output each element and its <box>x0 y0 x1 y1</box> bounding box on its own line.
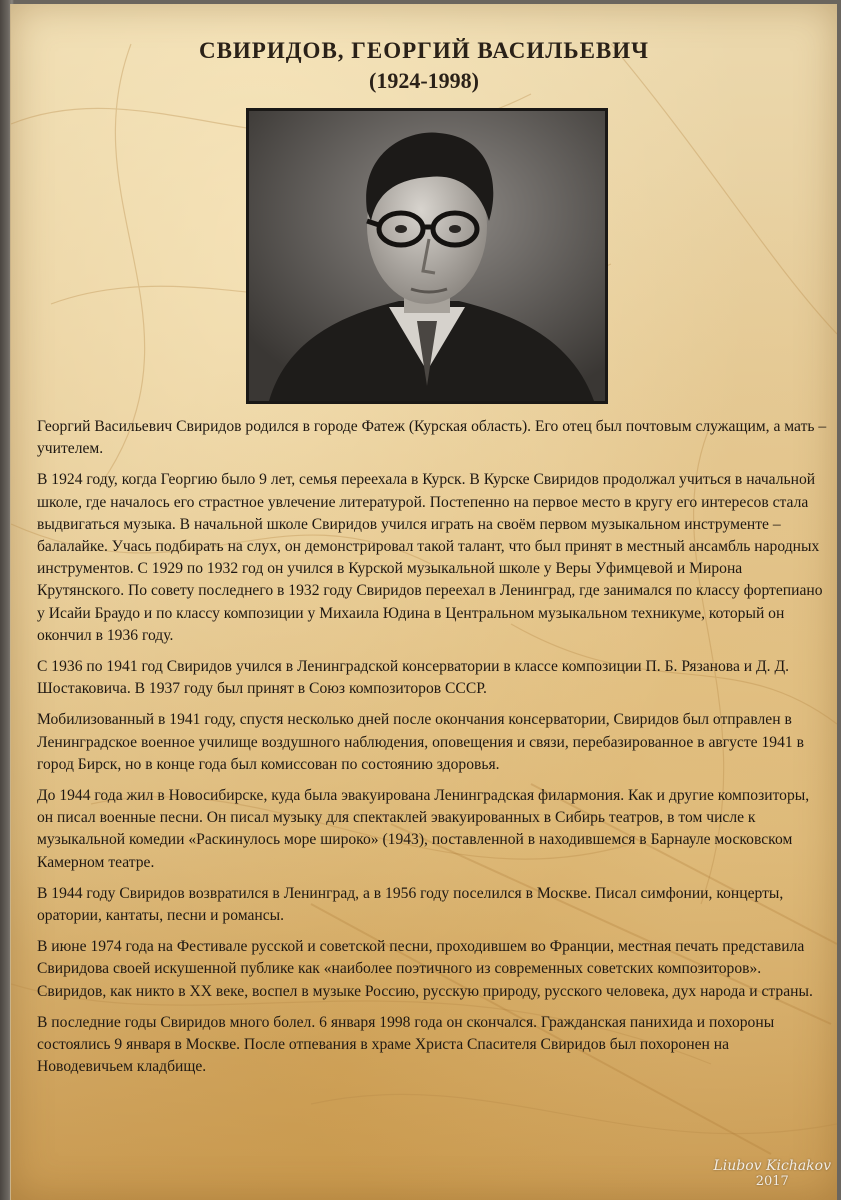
poster-panel <box>10 4 837 1200</box>
portrait-icon <box>249 111 605 401</box>
biography-paragraph: В июне 1974 года на Фестивале русской и советской песни, проходившем во Франции, местная печать представила Свиридова своей искушенной публике как «наиболее поэтичного из современных советских композиторов». Свиридов, как никто в XX веке, воспел в музыке Россию, русскую природу, русского человека, дух народа и страны. <box>37 938 813 1000</box>
poster-years: (1924-1998) <box>369 68 479 93</box>
watermark-year: 2017 <box>755 1174 789 1189</box>
biography-text <box>37 416 827 1087</box>
biography-paragraph: Георгий Васильевич Свиридов родился в городе Фатеж (Курская область). Его отец был почтовым служащим, а мать – учителем. <box>37 418 827 458</box>
biography-paragraph: В последние годы Свиридов много болел. 6 января 1998 года он скончался. Гражданская панихида и похороны состоялись 9 января в Москве. После отпевания в храме Христа Спасителя Свиридов был похоронен на Новодевичьем кладбище. <box>37 1013 775 1076</box>
watermark-name: Liubov Kichakov <box>713 1158 831 1174</box>
biography-paragraph: В 1924 году, когда Георгию было 9 лет, семья переехала в Курск. В Курске Свиридов продолжал учиться в начальной школе, где началось его страстное увлечение литературой. Постепенно на первое место в кругу его интересов стала выдвигаться музыка. В начальной школе Свиридов учился играть на своём первом музыкальном инструменте – балалайке. Учась подбирать на слух, он демонстрировал такой талант, что был принят в местный ансамбль народных инструментов. С 1929 по 1932 год он учился в Курской музыкальной школе у Веры Уфимцевой и Мирона Крутянского. По совету последнего в 1932 году Свиридов переехал в Ленинград, где занимался по классу фортепиано у Исайи Браудо и по классу композиции у Михаила Юдина в Центральном музыкальном техникуме, который он окончил в 1936 году. <box>37 471 823 644</box>
photographer-watermark <box>713 1158 831 1190</box>
biography-paragraph: В 1944 году Свиридов возвратился в Ленинград, а в 1956 году поселился в Москве. Писал симфонии, концерты, оратории, кантаты, песни и романсы. <box>37 884 784 925</box>
portrait-photo <box>246 108 608 404</box>
biography-paragraph: С 1936 по 1941 год Свиридов учился в Ленинградской консерватории в классе композиции П. Б. Рязанова и Д. Д. Шостаковича. В 1937 году был принят в Союз композиторов СССР. <box>37 658 790 698</box>
biography-paragraph: Мобилизованный в 1941 году, спустя несколько дней после окончания консерватории, Свиридов был отправлен в Ленинградское военное училище воздушного наблюдения, оповещения и связи, перебазированное в августе 1941 в город Бирск, но в конце года был комиссован по состоянию здоровья. <box>37 711 804 773</box>
poster-title: СВИРИДОВ, ГЕОРГИЙ ВАСИЛЬЕВИЧ <box>198 38 650 63</box>
biography-paragraph: До 1944 года жил в Новосибирске, куда была эвакуирована Ленинградская филармония. Как и другие композиторы, он писал военные песни. Он писал музыку для спектаклей эвакуированных в Сибирь театров, в том числе к музыкальной комедии «Раскинулось море широко» (1943), поставленной в находившемся в Барнауле московском Камерном театре. <box>37 787 810 871</box>
